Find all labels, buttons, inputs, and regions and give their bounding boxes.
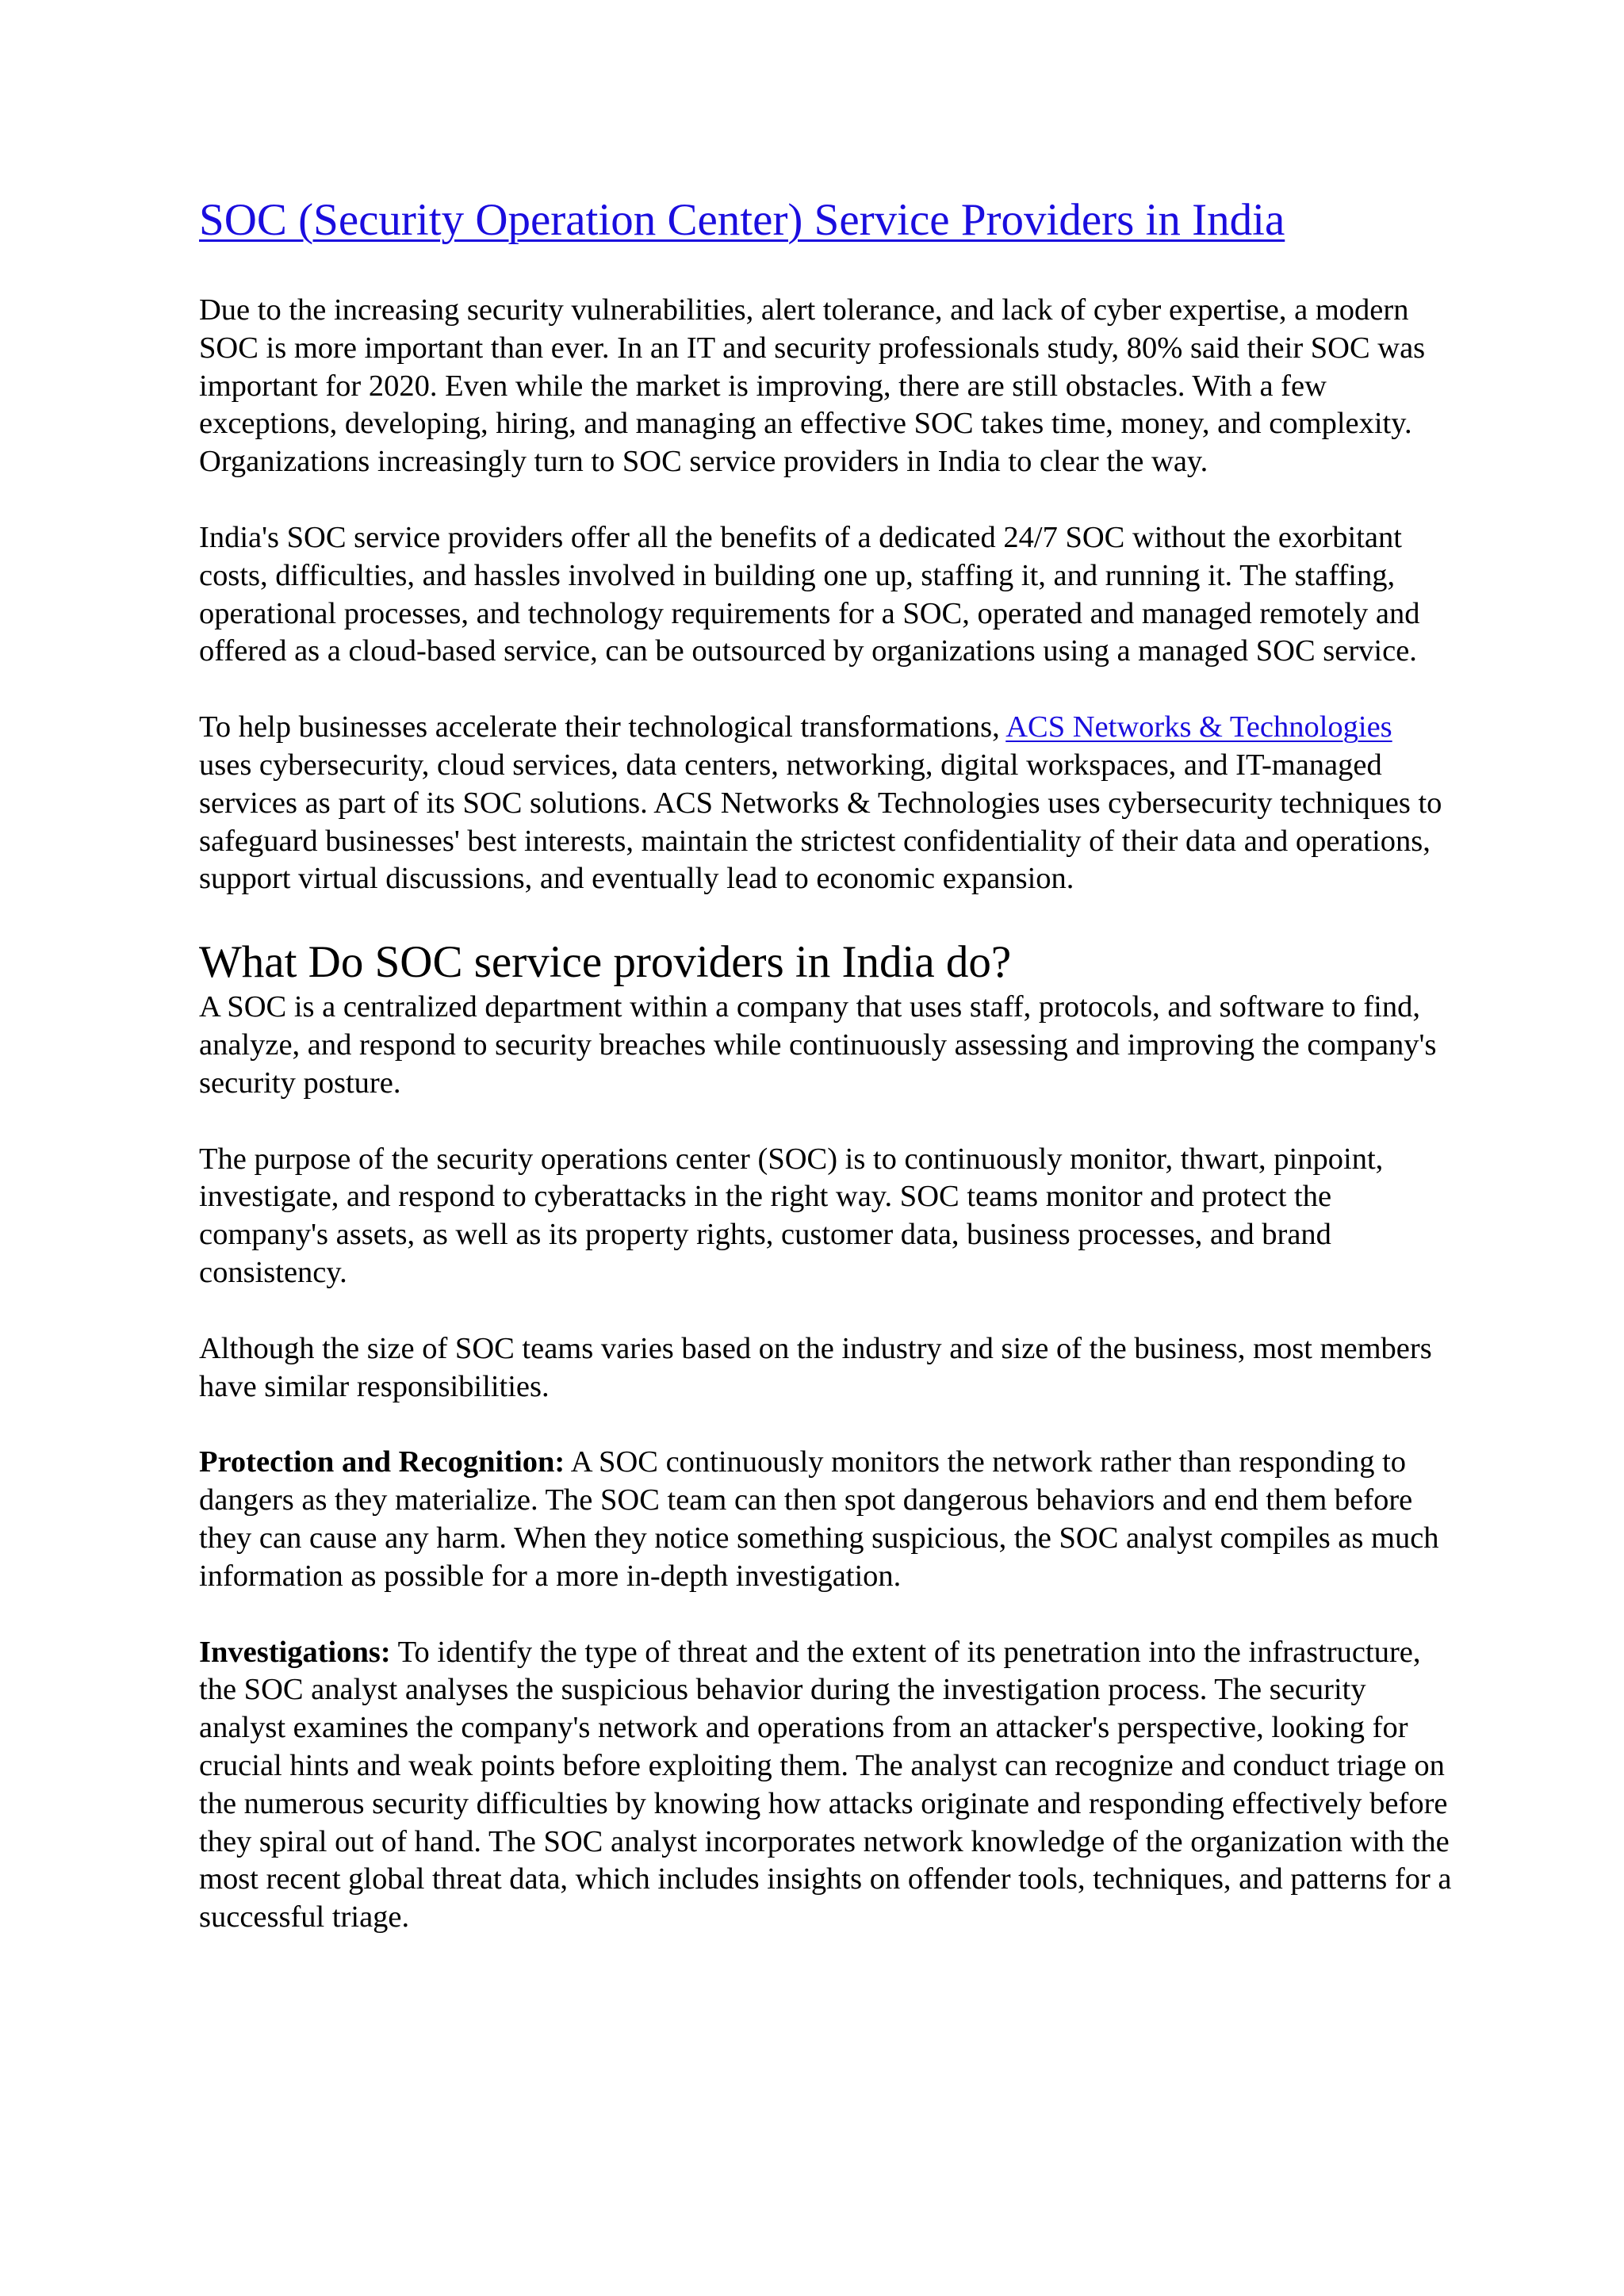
document-page [199,190,1452,1975]
managed-soc-paragraph: India's SOC service providers offer all the benefits of a dedicated 24/7 SOC without the exorbitant costs, difficulties, and hassles involved in building one up, staffing it, and running it. The staffing, operational processes, and technology requirements for a SOC, operated and managed remotely and offered as a cloud-based service, can be outsourced by organizations using a managed SOC service. [199,520,1420,668]
protection-paragraph [199,1444,1452,1595]
soc-purpose-paragraph: The purpose of the security operations center (SOC) is to continuously monitor, thwart, pinpoint, investigate, and respond to cyberattacks in the right way. SOC teams monitor and protect the company's assets, as well as its property rights, customer data, business processes, and brand consistency. [199,1142,1384,1289]
soc-team-size-paragraph: Although the size of SOC teams varies based on the industry and size of the business, most members have similar responsibilities. [199,1331,1432,1403]
section-heading: What Do SOC service providers in India do? [199,937,1012,988]
protection-text: A SOC continuously monitors the network rather than responding to dangers as they materialize. The SOC team can then spot dangerous behaviors and end them before they can cause any harm. When they notice something suspicious, the SOC analyst compiles as much information as possible for a more in-depth investigation. [199,1445,1439,1593]
intro-paragraph: Due to the increasing security vulnerabilities, alert tolerance, and lack of cyber expertise, a modern SOC is more important than ever. In an IT and security professionals study, 80% said their SOC was important for 2020. Even while the market is improving, there are still obstacles. With a few exceptions, developing, hiring, and managing an effective SOC takes time, money, and complexity. Organizations increasingly turn to SOC service providers in India to clear the way. [199,293,1426,479]
investigations-text: To identify the type of threat and the extent of its penetration into the infrastructure, the SOC analyst analyses the suspicious behavior during the investigation process. The security analyst examines the company's network and operations from an attacker's perspective, looking for crucial hints and weak points before exploiting them. The analyst can recognize and conduct triage on the numerous security difficulties by knowing how attacks originate and responding effectively before they spiral out of hand. The SOC analyst incorporates network knowledge of the organization with the most recent global threat data, which includes insights on offender tools, techniques, and patterns for a successful triage. [199,1635,1452,1934]
acs-paragraph [199,709,1452,898]
investigations-label: Investigations: [199,1635,391,1669]
acs-paragraph-after: uses cybersecurity, cloud services, data centers, networking, digital workspaces, and IT-managed services as part of its SOC solutions. ACS Networks & Technologies uses cybersecurity techniques to safeguard businesses' best interests, maintain the strictest confidentiality of their data and operations, support virtual discussions, and eventually lead to economic expansion. [199,748,1442,896]
page-title-link[interactable]: SOC (Security Operation Center) Service Providers in India [199,195,1285,245]
investigations-paragraph [199,1634,1452,1937]
soc-definition-paragraph: A SOC is a centralized department within a company that uses staff, protocols, and software to find, analyze, and respond to security breaches while continuously assessing and improving the company's security posture. [199,990,1437,1100]
acs-networks-link[interactable]: ACS Networks & Technologies [1005,710,1392,744]
page-title [199,190,1452,251]
protection-label: Protection and Recognition: [199,1445,565,1479]
acs-paragraph-before: To help businesses accelerate their technological transformations, [199,710,1006,744]
